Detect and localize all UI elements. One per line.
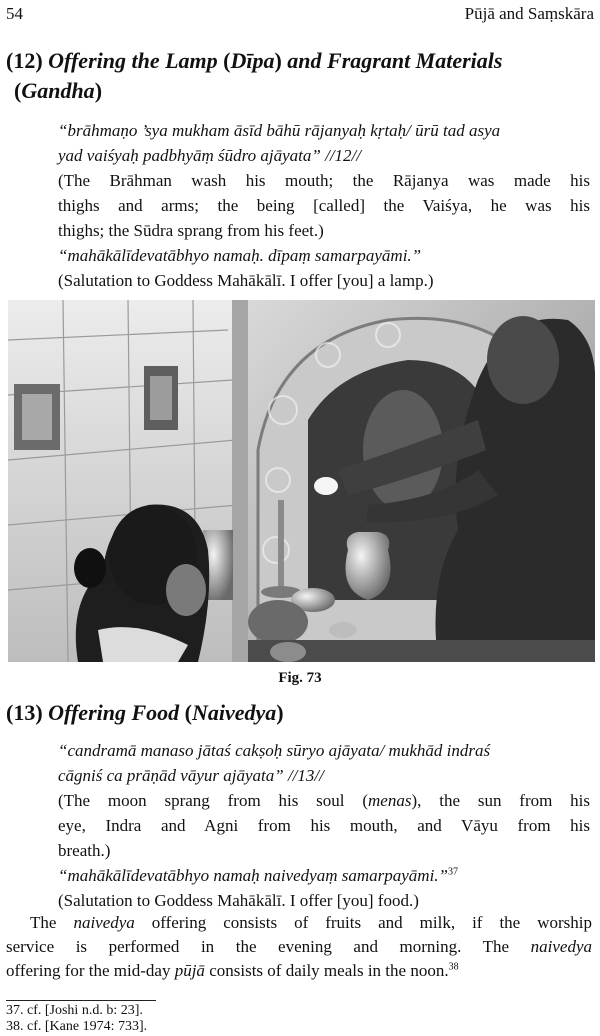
paragraph-term: naivedya (530, 937, 592, 956)
section-12-verse-line-1: “brāhmaṇo ’sya mukham āsīd bāhū rājanyaḥ kṛtaḥ/ ūrū tad asya (58, 121, 501, 140)
footnotes (6, 1003, 147, 1035)
paragraph-text: offering consists of fruits and milk, if the worship (134, 913, 592, 932)
section-12-number: (12) (6, 48, 43, 73)
paragraph-line-2 (6, 935, 592, 959)
paragraph-text: The (30, 913, 74, 932)
section-13-title-b: Naivedya (191, 700, 277, 725)
paragraph-term: naivedya (73, 913, 135, 932)
section-13-salutation: (Salutation to Goddess Mahākālī. I offer [you] food.) (58, 891, 419, 910)
section-13-mantra: “mahākālīdevatābhyo namaḥ naivedyaṃ samarpayāmi.” (58, 866, 449, 885)
figure-73-photo (8, 300, 595, 662)
section-12-translation-line-1: (The Brāhman wash his mouth; the Rājanya was made his (58, 171, 590, 190)
section-13-translation (58, 788, 590, 913)
section-12-mantra: “mahākālīdevatābhyo namaḥ. dīpaṃ samarpayāmi.” (58, 246, 422, 265)
running-title: Pūjā and Saṃskāra (464, 4, 594, 23)
footnote-ref-37: 37 (448, 866, 459, 878)
section-12-title-a: Offering the Lamp (48, 48, 218, 73)
footnote-38: 38. cf. [Kane 1974: 733]. (6, 1019, 148, 1034)
section-12-translation-line-3: thighs; the Sūdra sprang from his feet.) (58, 221, 324, 240)
footnote-37: 37. cf. [Joshi n.d. b: 23]. (6, 1003, 143, 1018)
section-13-verse-line-1: “candramā manaso jātaś cakṣoḥ sūryo ajāyata/ mukhād indraś (58, 741, 491, 760)
footnote-rule (6, 1000, 156, 1001)
section-12-salutation: (Salutation to Goddess Mahākālī. I offer [you] a lamp.) (58, 271, 434, 290)
section-12-text (58, 118, 584, 168)
section-12-title-c: and Fragrant Materials (287, 48, 503, 73)
section-13-mantra-line (58, 863, 590, 888)
section-13-translation-line-2: eye, Indra and Agni from his mouth, and Vāyu from his (58, 816, 590, 835)
paragraph-line-1 (6, 911, 592, 935)
body-paragraph (6, 911, 592, 983)
paragraph-text: service is performed in the evening and morning. The (6, 937, 531, 956)
section-12-heading: (12) Offering the Lamp (Dīpa) and Fragrant Materials (Gandha) (6, 48, 503, 103)
paragraph-term: pūjā (174, 961, 205, 980)
section-12-translation (58, 168, 590, 293)
paragraph-text: consists of daily meals in the noon. (204, 961, 449, 980)
section-13-verse (58, 738, 584, 788)
section-13-heading: (13) Offering Food (Naivedya) (6, 700, 284, 725)
photo-illustration (8, 300, 595, 662)
section-12-title-b: Dīpa (230, 48, 275, 73)
section-12-translation-line-2: thighs and arms; the being [called] the Vaiśya, he was his (58, 196, 590, 215)
footnote-ref-38: 38 (448, 961, 459, 973)
figure-caption: Fig. 73 (278, 670, 322, 686)
paragraph-text: offering for the mid-day (6, 961, 175, 980)
section-12-title-d: Gandha (21, 78, 95, 103)
page-header (6, 4, 594, 26)
section-13-number: (13) (6, 700, 43, 725)
section-13-verse-line-2: cāgniś ca prāṇād vāyur ajāyata” //13// (58, 766, 324, 785)
section-13-title-a: Offering Food (48, 700, 180, 725)
paragraph-line-3 (6, 959, 592, 983)
section-13-translation-line-1 (58, 788, 590, 813)
page-number: 54 (6, 4, 23, 23)
section-12-verse-line-2: yad vaiśyaḥ padbhyāṃ śūdro ajāyata” //12// (58, 146, 361, 165)
translation-text: (The moon sprang from his soul ( (58, 791, 369, 810)
translation-text: ), the sun from his (411, 791, 590, 810)
translation-term: menas (368, 791, 412, 810)
section-13-translation-line-3: breath.) (58, 841, 111, 860)
